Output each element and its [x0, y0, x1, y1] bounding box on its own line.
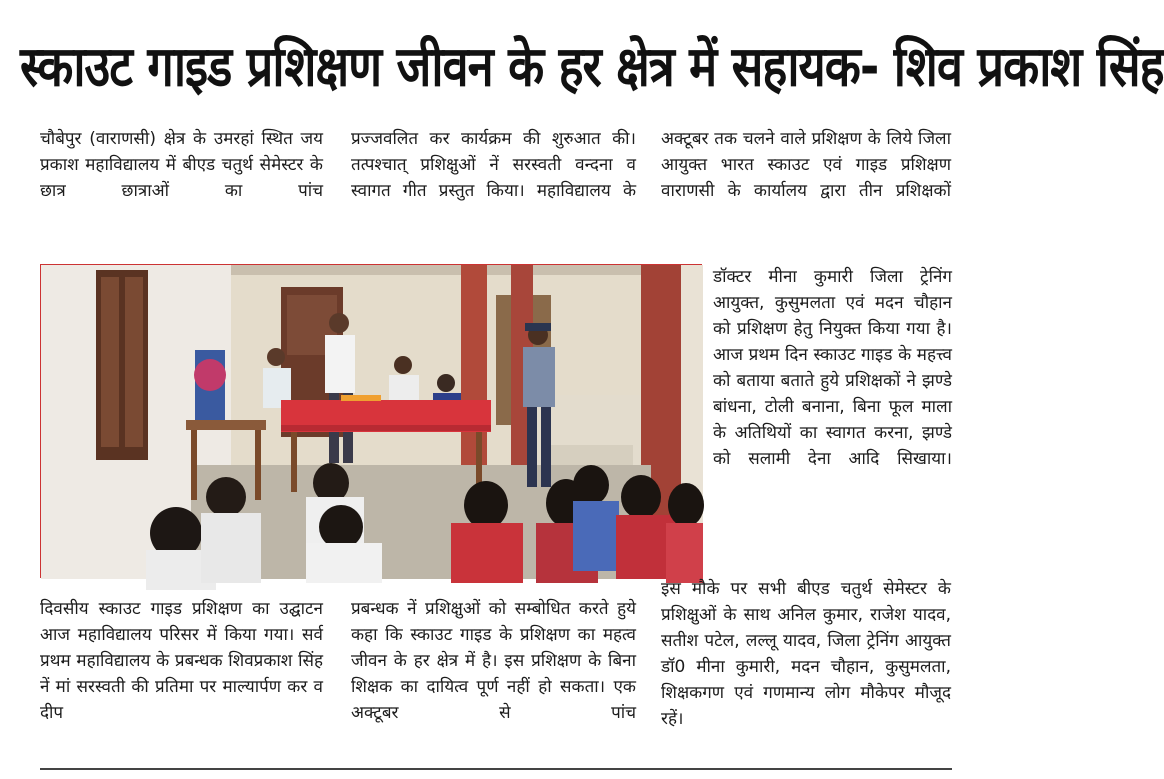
article-column-3-right: डॉक्टर मीना कुमारी जिला ट्रेनिंग आयुक्त, कुसुमलता एवं मदन चौहान को प्रशिक्षण हेतु नियुक्त किया गया है। आज प्रथम दिन स्काउट गाइड के महत्त्व को बताया बताते हुये प्रशिक्षकों ने झण्डे बांधना, टोली बनाना, बिना फूल माला के अतिथियों का स्वागत करना, झण्डे को सलामी देना आदि सिखाया। — [713, 267, 952, 469]
article-column-2-bottom: प्रबन्धक नें प्रशिक्षुओं को सम्बोधित करते हुये कहा कि स्काउट गाइड के प्रशिक्षण का महत्व जीवन के हर क्षेत्र में है। इस प्रशिक्षण के बिना शिक्षक का दायित्व पूर्ण नहीं हो सकता। एक अक्टूबर से पांच — [351, 599, 636, 723]
article-column-1-top: चौबेपुर (वाराणसी) क्षेत्र के उमरहां स्थित जय प्रकाश महाविद्यालय में बीएड चतुर्थ सेमेस्टर के छात्र छात्राओं का पांच — [40, 129, 323, 201]
article-column-3-top: अक्टूबर तक चलने वाले प्रशिक्षण के लिये जिला आयुक्त भारत स्काउट एवं गाइड प्रशिक्षण वाराणसी के कार्यालय द्वारा तीन प्रशिक्षकों — [661, 129, 951, 201]
photo-illustration — [41, 265, 703, 579]
article-column-1-bottom: दिवसीय स्काउट गाइड प्रशिक्षण का उद्घाटन आज महाविद्यालय परिसर में किया गया। सर्व प्रथम महाविद्यालय के प्रबन्धक शिवप्रकाश सिंह नें मां सरस्वती की प्रतिमा पर माल्यार्पण कर व दीप — [40, 599, 323, 723]
article-column-2-top: प्रज्जवलित कर कार्यक्रम की शुरुआत की। तत्पश्चात् प्रशिक्षुओं नें सरस्वती वन्दना व स्वागत गीत प्रस्तुत किया। महाविद्यालय के — [351, 129, 636, 201]
event-photo — [40, 264, 702, 578]
bottom-rule — [40, 768, 952, 770]
headline: स्काउट गाइड प्रशिक्षण जीवन के हर क्षेत्र में सहायक- शिव प्रकाश सिंह — [20, 34, 1164, 100]
article-column-3-bottom: इस मौके पर सभी बीएड चतुर्थ सेमेस्टर के प्रशिक्षुओं के साथ अनिल कुमार, राजेश यादव, सतीश पटेल, लल्लू यादव, जिला ट्रेनिंग आयुक्त डॉ0 मीना कुमारी, मदन चौहान, कुसुमलता, शिक्षकगण एवं गणमान्य लोग मौकेपर मौजूद रहें। — [661, 579, 951, 729]
